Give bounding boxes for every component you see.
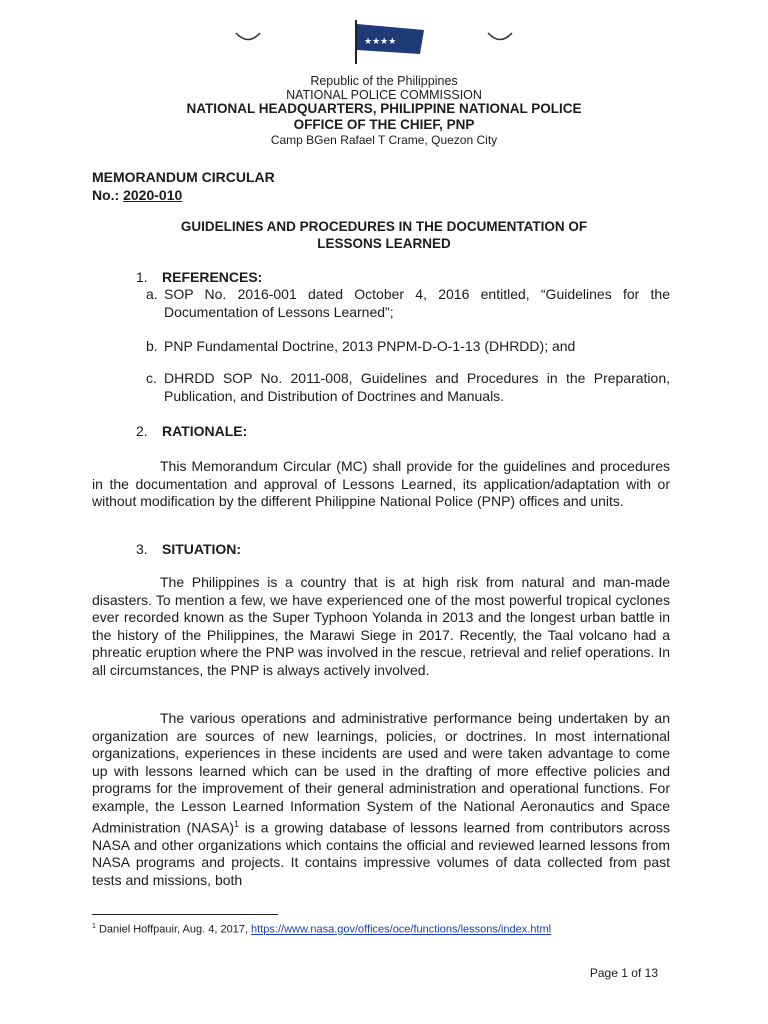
reference-text-a: SOP No. 2016-001 dated October 4, 2016 entitled, “Guidelines for the Documentation of Lessons Learned”; bbox=[164, 286, 670, 320]
footnote-divider bbox=[92, 914, 278, 915]
subject-line-1: GUIDELINES AND PROCEDURES IN THE DOCUMENTATION OF bbox=[180, 219, 588, 234]
header-nhq: NATIONAL HEADQUARTERS, PHILIPPINE NATIONAL POLICE bbox=[186, 101, 582, 116]
situation-number: 3. bbox=[136, 541, 148, 557]
page-current: 1 bbox=[621, 966, 628, 980]
right-ornament-icon bbox=[486, 30, 514, 44]
flag-stars: ★★★★ bbox=[364, 37, 397, 47]
footnote-reference: 1 bbox=[233, 818, 239, 829]
reference-text-c: DHRDD SOP No. 2011-008, Guidelines and Procedures in the Preparation, Publication, and Distribution of Doctrines and Manuals. bbox=[164, 370, 670, 404]
references-heading: REFERENCES: bbox=[162, 269, 263, 285]
situation-paragraph-1: The Philippines is a country that is at high risk from natural and man-made disasters. To mention a few, we have experienced one of the most powerful tropical cyclones ever recorded known as the Super Typhoon Yolanda in 2013 and the longest urban battle in the history of the Philippines, the Marawi Siege in 2017. Recently, the Taal volcano had a phreatic eruption where the PNP was involved in the rescue, retrieval and relief operations. In all circumstances, the PNP is always actively involved. bbox=[92, 574, 670, 678]
header-address: Camp BGen Rafael T Crame, Quezon City bbox=[270, 133, 498, 147]
situation-paragraph-2 bbox=[92, 710, 670, 890]
page-of: of bbox=[631, 966, 642, 980]
reference-letter-a: a. bbox=[146, 286, 158, 302]
footnote bbox=[92, 920, 551, 937]
reference-item-a bbox=[146, 286, 670, 321]
page-total: 13 bbox=[644, 966, 658, 980]
pnp-chief-flag-icon bbox=[350, 20, 430, 64]
subject-line-2: LESSONS LEARNED bbox=[317, 236, 451, 251]
header-republic: Republic of the Philippines bbox=[310, 74, 458, 88]
references-number: 1. bbox=[136, 269, 148, 285]
reference-text-b: PNP Fundamental Doctrine, 2013 PNPM-D-O-1-13 (DHRDD); and bbox=[164, 338, 576, 354]
memo-number-value: 2020-010 bbox=[123, 187, 183, 203]
reference-item-c bbox=[146, 370, 670, 405]
header-napolcom: NATIONAL POLICE COMMISSION bbox=[286, 88, 482, 102]
situation-heading: SITUATION: bbox=[162, 541, 242, 557]
reference-letter-b: b. bbox=[146, 338, 158, 354]
left-ornament-icon bbox=[234, 30, 262, 44]
reference-item-b bbox=[146, 338, 670, 356]
rationale-heading: RATIONALE: bbox=[162, 423, 248, 439]
memo-number-label: No.: bbox=[92, 187, 120, 203]
page-number bbox=[590, 966, 658, 980]
footnote-text: Daniel Hoffpauir, Aug. 4, 2017, bbox=[95, 923, 252, 936]
page-label: Page bbox=[589, 966, 618, 980]
reference-letter-c: c. bbox=[146, 370, 157, 386]
rationale-paragraph: This Memorandum Circular (MC) shall provide for the guidelines and procedures in the documentation and approval of Lessons Learned, its application/adaptation with or without modification by the different Philippine National Police (PNP) offices and units. bbox=[92, 458, 670, 510]
situation-paragraph-2-text: The various operations and administrative performance being undertaken by an organization are sources of new learnings, policies, or doctrines. In most international organizations, experiences in these incidents are used and were taken advantage to come up with lessons learned which can be used in the drafting of more effective policies and programs for the improvement of their general administration and operational functions. For example, the Lesson Learned Information System of the National Aeronautics and Space Administration (NASA) bbox=[92, 710, 670, 836]
situation-paragraph-2-continued: is a growing database of lessons learned from contributors across NASA and other organizations which contains the official and reviewed learned lessons from NASA programs and projects. It contains impressive volumes of data collected from past tests and missions, both bbox=[92, 819, 670, 888]
memo-title: MEMORANDUM CIRCULAR bbox=[92, 169, 275, 185]
memo-number bbox=[92, 186, 182, 204]
footnote-link[interactable]: https://www.nasa.gov/offices/oce/functions/lessons/index.html bbox=[251, 923, 552, 936]
header-office: OFFICE OF THE CHIEF, PNP bbox=[293, 117, 475, 132]
rationale-number: 2. bbox=[136, 423, 148, 439]
document-subject bbox=[0, 218, 768, 252]
footnote-marker: 1 bbox=[92, 923, 96, 930]
